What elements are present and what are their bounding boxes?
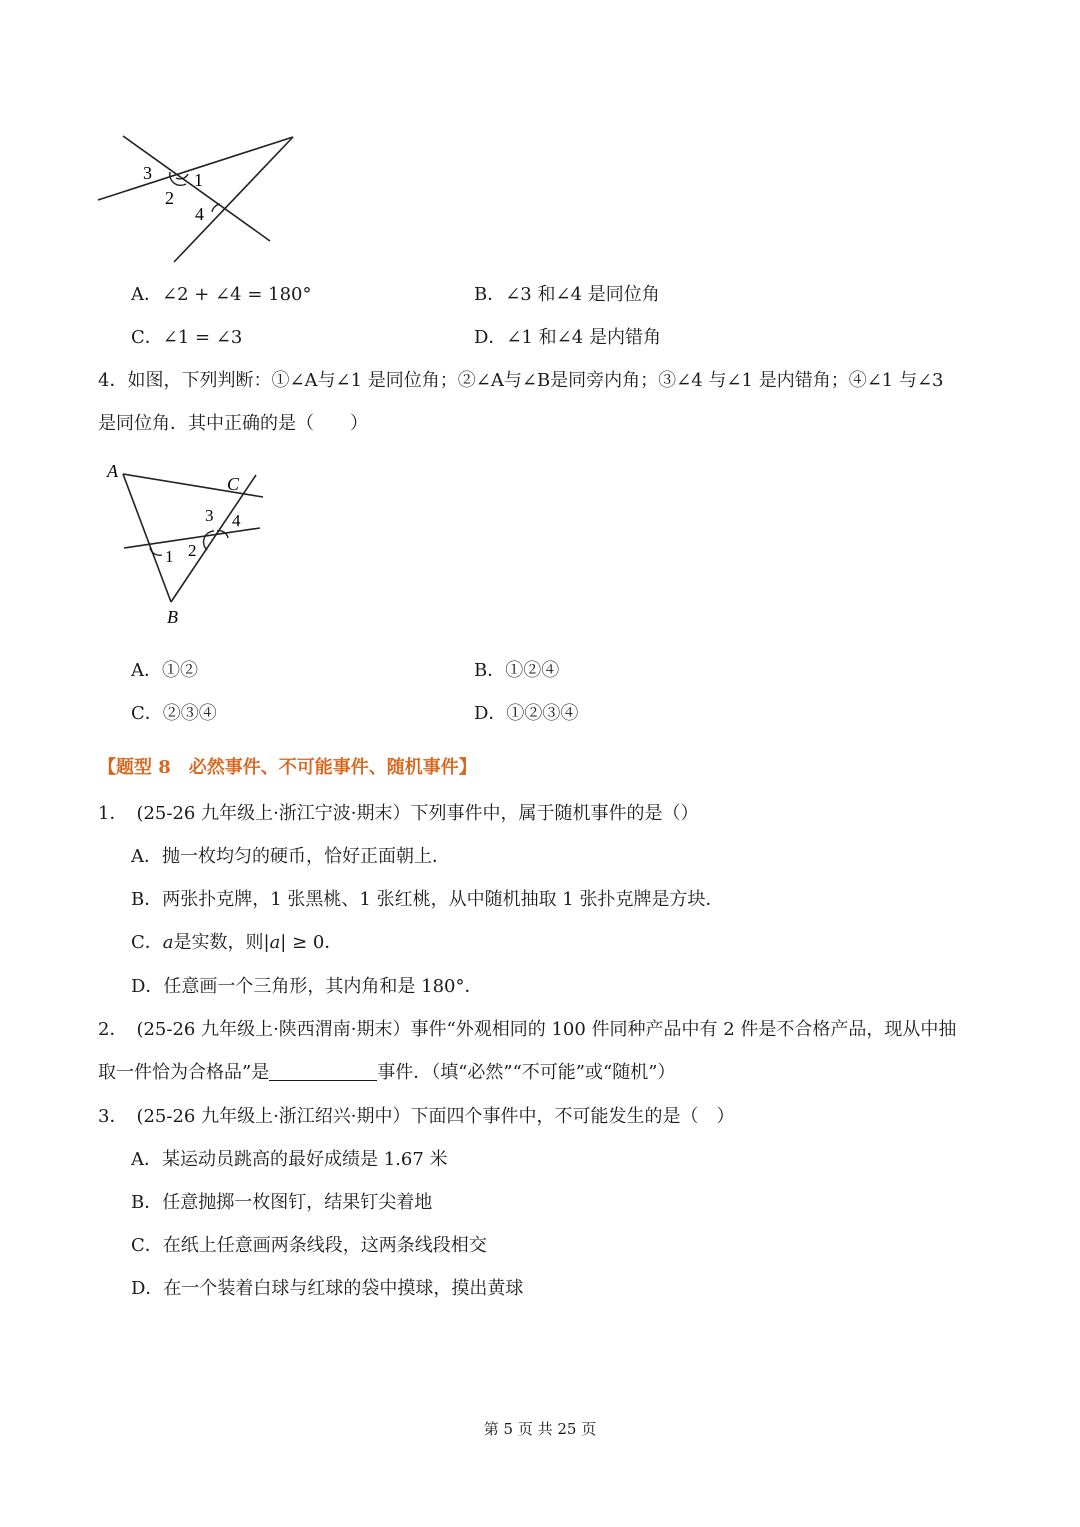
fig2-label-3: 3 <box>205 506 214 525</box>
answer-blank[interactable] <box>269 1062 377 1081</box>
fig1-label-1: 1 <box>194 170 203 190</box>
q4-option-d: D．①②③④ <box>474 703 579 724</box>
section-8-heading: 【题型 8 必然事件、不可能事件、随机事件】 <box>98 757 477 778</box>
fig2-label-2: 2 <box>188 541 197 560</box>
fig2-label-c: C <box>227 474 240 494</box>
fig1-label-3: 3 <box>143 163 152 183</box>
s8-q2-line2-after: 事件．（填“必然”“不可能”或“随机”） <box>377 1062 676 1083</box>
q3-option-b: B．∠3 和∠4 是同位角 <box>474 284 660 305</box>
q4-stem-line2: 是同位角．其中正确的是（ ） <box>98 413 368 434</box>
s8-q3-stem: 3． (25-26 九年级上·浙江绍兴·期中）下面四个事件中，不可能发生的是（ ） <box>98 1106 735 1127</box>
figure-triangle-2 <box>100 455 280 630</box>
fig1-label-4: 4 <box>195 204 204 224</box>
q3-option-a: A．∠2 + ∠4 = 180° <box>131 284 312 305</box>
s8-q1-option-c: C．𝑎是实数，则|𝑎| ≥ 0． <box>131 932 343 953</box>
s8-q2-line1: 2． (25-26 九年级上·陕西渭南·期末）事件“外观相同的 100 件同种产品中有 2 件是不合格产品，现从中抽 <box>98 1019 957 1040</box>
page-footer: 第 5 页 共 25 页 <box>483 1420 597 1438</box>
s8-q3-option-a: A．某运动员跳高的最好成绩是 1.67 米 <box>131 1149 448 1170</box>
q4-option-c: C．②③④ <box>131 703 217 724</box>
fig1-label-2: 2 <box>165 188 174 208</box>
figure-angles-1 <box>90 128 310 268</box>
s8-q1-option-a: A．抛一枚均匀的硬币，恰好正面朝上． <box>131 846 450 867</box>
s8-q1-option-d: D．任意画一个三角形，其内角和是 180°． <box>131 976 483 997</box>
s8-q3-option-d: D．在一个装着白球与红球的袋中摸球，摸出黄球 <box>131 1278 524 1299</box>
q4-option-b: B．①②④ <box>474 660 560 681</box>
q4-option-a: A．①② <box>131 660 198 681</box>
fig2-label-a: A <box>107 461 118 481</box>
s8-q1-option-b: B．两张扑克牌，1 张黑桃、1 张红桃，从中随机抽取 1 张扑克牌是方块． <box>131 889 724 910</box>
fig2-label-b: B <box>167 607 178 627</box>
s8-q1-stem: 1． (25-26 九年级上·浙江宁波·期末）下列事件中，属于随机事件的是（） <box>98 803 699 824</box>
s8-q3-option-b: B．任意抛掷一枚图钉，结果钉尖着地 <box>131 1192 433 1213</box>
s8-q2-line2-before: 取一件恰为合格品”是 <box>98 1062 270 1083</box>
fig2-label-1: 1 <box>165 547 174 566</box>
s8-q2-line2 <box>98 1062 675 1084</box>
q4-stem-line1: 4．如图，下列判断：①∠A与∠1 是同位角；②∠A与∠B是同旁内角；③∠4 与∠1 是内错角；④∠1 与∠3 <box>98 370 944 391</box>
fig2-label-4: 4 <box>232 511 241 530</box>
q3-option-c: C．∠1 = ∠3 <box>131 327 243 348</box>
q3-option-d: D．∠1 和∠4 是内错角 <box>474 327 661 348</box>
s8-q3-option-c: C．在纸上任意画两条线段，这两条线段相交 <box>131 1235 487 1256</box>
